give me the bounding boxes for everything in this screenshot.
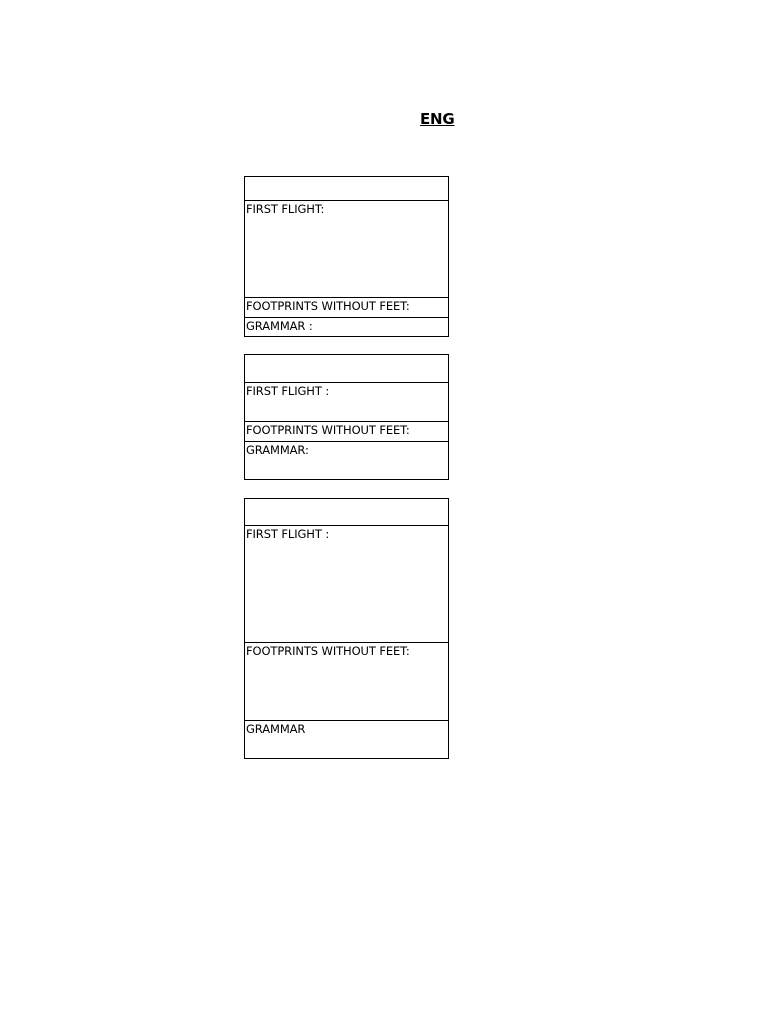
syllabus-table-1 [244,176,448,337]
grammar-cell: GRAMMAR [245,721,449,759]
table-header-cell [245,177,449,201]
first-flight-cell: FIRST FLIGHT : [245,383,449,422]
table-header-cell [245,355,449,383]
first-flight-cell: FIRST FLIGHT : [245,526,449,643]
syllabus-table-3 [244,498,448,759]
footprints-cell: FOOTPRINTS WITHOUT FEET: [245,422,449,442]
footprints-cell: FOOTPRINTS WITHOUT FEET: [245,298,449,318]
footprints-cell: FOOTPRINTS WITHOUT FEET: [245,643,449,721]
first-flight-cell: FIRST FLIGHT: [245,201,449,298]
title-clip [244,108,455,134]
grammar-cell: GRAMMAR : [245,318,449,337]
table-header-cell [245,499,449,526]
grammar-cell: GRAMMAR: [245,442,449,480]
syllabus-table-2 [244,354,448,480]
page-title: ENG [420,110,455,128]
